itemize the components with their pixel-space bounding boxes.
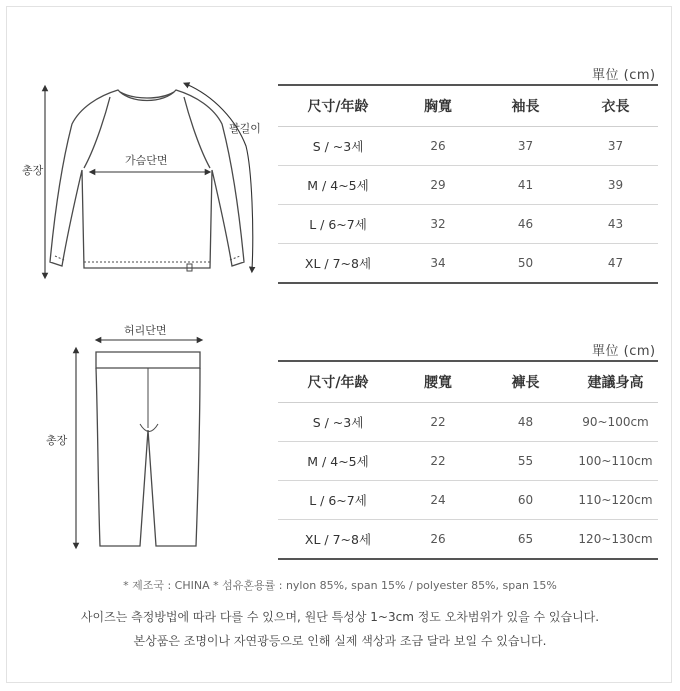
header-chest: 胸寬 [398, 85, 478, 127]
cell-value: 90~100cm [573, 403, 658, 442]
cell-size: L / 6~7세 [278, 205, 398, 244]
cell-value: 37 [478, 127, 573, 166]
cell-value: 48 [478, 403, 573, 442]
table-row [278, 403, 658, 442]
cell-size: M / 4~5세 [278, 166, 398, 205]
header-size: 尺寸/年龄 [278, 361, 398, 403]
size-tolerance-note: 사이즈는 측정방법에 따라 다를 수 있으며, 원단 특성상 1~3cm 정도 오차범위가 있을 수 있습니다. [80, 610, 600, 624]
cell-value: 55 [478, 442, 573, 481]
table-header-row [278, 361, 658, 403]
cell-size: S / ~3세 [278, 127, 398, 166]
cell-value: 39 [573, 166, 658, 205]
header-height: 建議身高 [573, 361, 658, 403]
cell-size: S / ~3세 [278, 403, 398, 442]
bottom-unit-label: 單位 (cm) [592, 344, 656, 359]
table-row [278, 127, 658, 166]
shirt-measure-lines [45, 84, 253, 276]
table-row [278, 442, 658, 481]
shirt-chest-label: 가슴단면 [125, 154, 168, 167]
pants-waist-label: 허리단면 [124, 324, 167, 337]
cell-value: 24 [398, 481, 478, 520]
cell-value: 32 [398, 205, 478, 244]
cell-value: 100~110cm [573, 442, 658, 481]
header-sleeve: 袖長 [478, 85, 573, 127]
pants-measure-lines [76, 340, 200, 546]
cell-value: 22 [398, 442, 478, 481]
cell-value: 41 [478, 166, 573, 205]
top-unit-label: 單位 (cm) [592, 68, 656, 83]
pants-total-length-label: 총장 [46, 434, 68, 447]
header-length: 衣長 [573, 85, 658, 127]
cell-value: 26 [398, 520, 478, 560]
table-row [278, 205, 658, 244]
cell-size: XL / 7~8세 [278, 244, 398, 284]
cell-value: 120~130cm [573, 520, 658, 560]
top-size-table [278, 84, 658, 284]
cell-value: 46 [478, 205, 573, 244]
cell-value: 50 [478, 244, 573, 284]
table-row [278, 166, 658, 205]
cell-value: 47 [573, 244, 658, 284]
color-disclaimer-note: 본상품은 조명이나 자연광등으로 인해 실제 색상과 조금 달라 보일 수 있습니다. [133, 634, 547, 648]
table-row [278, 520, 658, 560]
cell-value: 110~120cm [573, 481, 658, 520]
cell-value: 37 [573, 127, 658, 166]
cell-value: 29 [398, 166, 478, 205]
cell-value: 65 [478, 520, 573, 560]
cell-size: XL / 7~8세 [278, 520, 398, 560]
table-row [278, 481, 658, 520]
shirt-total-length-label: 총장 [22, 164, 44, 177]
shirt-sleeve-label: 팔길이 [229, 122, 261, 135]
origin-and-material-note: * 제조국 : CHINA * 섬유혼용률 : nylon 85%, span 15% / polyester 85%, span 15% [123, 579, 557, 592]
shirt-illustration [50, 90, 244, 271]
cell-value: 26 [398, 127, 478, 166]
cell-value: 22 [398, 403, 478, 442]
header-size: 尺寸/年龄 [278, 85, 398, 127]
cell-size: M / 4~5세 [278, 442, 398, 481]
table-row [278, 244, 658, 284]
bottom-size-table [278, 360, 658, 560]
pants-illustration [96, 352, 200, 546]
cell-value: 60 [478, 481, 573, 520]
cell-value: 34 [398, 244, 478, 284]
header-waist: 腰寬 [398, 361, 478, 403]
header-pants-length: 褲長 [478, 361, 573, 403]
cell-value: 43 [573, 205, 658, 244]
cell-size: L / 6~7세 [278, 481, 398, 520]
table-header-row [278, 85, 658, 127]
